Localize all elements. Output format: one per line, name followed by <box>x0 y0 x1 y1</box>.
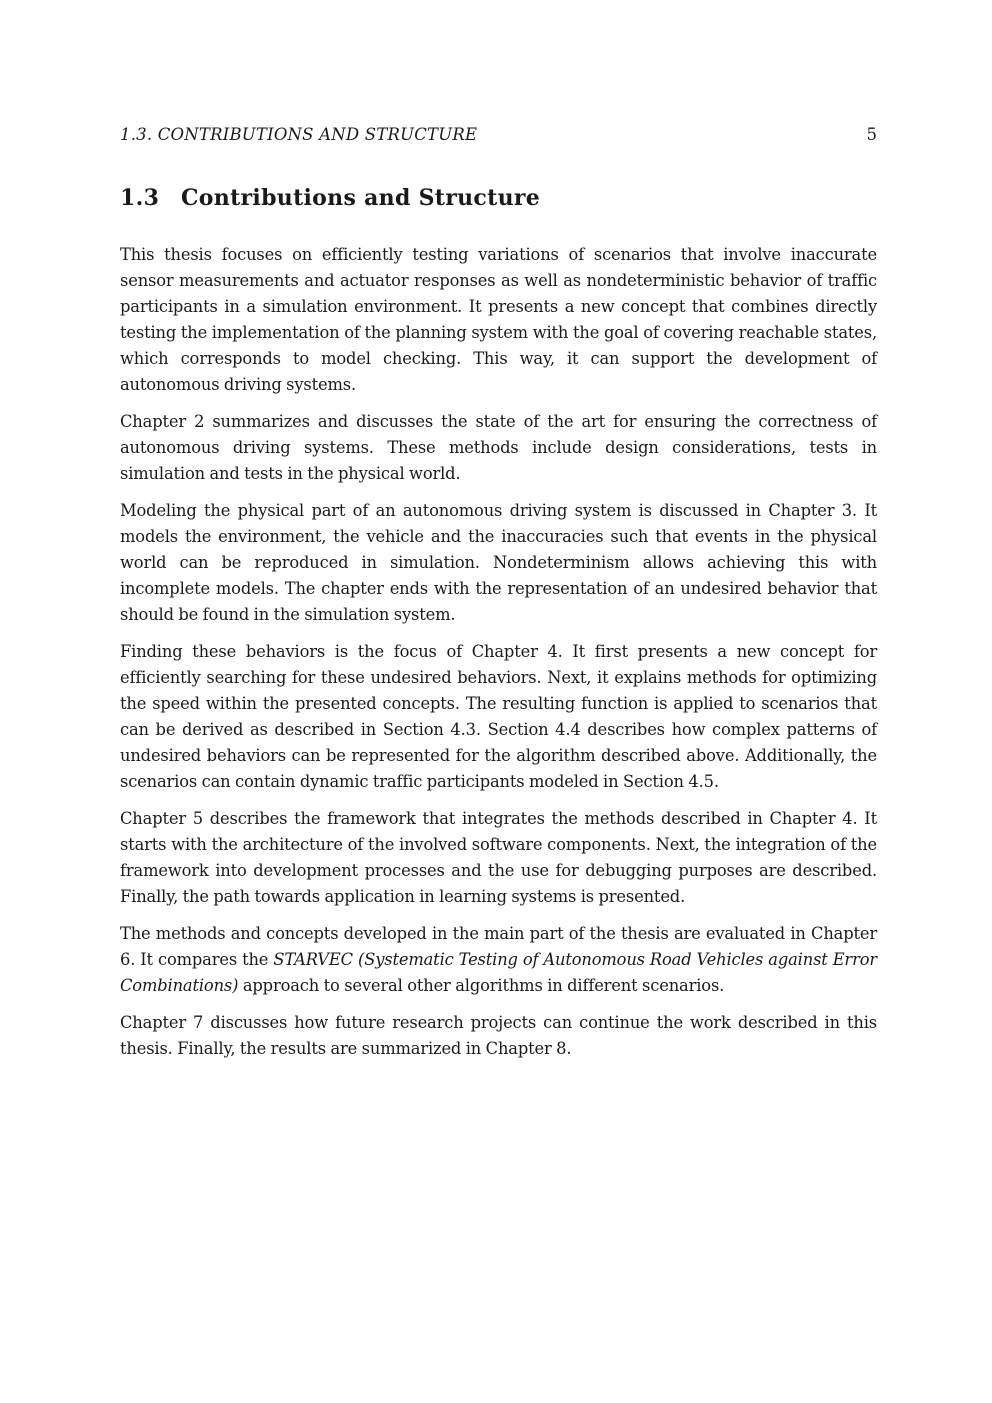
paragraph-chapter-5: Chapter 5 describes the framework that integrates the methods described in Chapter 4. It starts with the architecture of the involved software components. Next, the integration of the framework into development processes and the use for debugging purposes are described. Finally, the path towards application in learning systems is presented. <box>120 809 877 906</box>
section-title: Contributions and Structure <box>181 185 541 211</box>
paragraph-intro: This thesis focuses on efficiently testing variations of scenarios that involve inaccurate sensor measurements and actuator responses as well as nondeterministic behavior of traffic participants in a simulation environment. It presents a new concept that combines directly testing the implementation of the planning system with the goal of covering reachable states, which corresponds to model checking. This way, it can support the development of autonomous driving systems. <box>120 245 877 394</box>
running-head-title: 1.3. CONTRIBUTIONS AND STRUCTURE <box>120 125 478 144</box>
paragraph-chapter-6-before: The methods and concepts developed in the main part of the thesis are evaluated in Chapter 6. It compares the <box>120 924 877 969</box>
paragraph-chapter-3: Modeling the physical part of an autonomous driving system is discussed in Chapter 3. It models the environment, the vehicle and the inaccuracies such that events in the physical world can be reproduced in simulation. Nondeterminism allows achieving this with incomplete models. The chapter ends with the representation of an undesired behavior that should be found in the simulation system. <box>120 501 877 624</box>
paragraph-chapter-4: Finding these behaviors is the focus of Chapter 4. It first presents a new concept for efficiently searching for these undesired behaviors. Next, it explains methods for optimizing the speed within the presented concepts. The resulting function is applied to scenarios that can be derived as described in Section 4.3. Section 4.4 describes how complex patterns of undesired behaviors can be represented for the algorithm described above. Additionally, the scenarios can contain dynamic traffic participants modeled in Section 4.5. <box>120 642 877 791</box>
paragraph-chapter-7: Chapter 7 discusses how future research projects can continue the work described in this thesis. Finally, the results are summarized in Chapter 8. <box>120 1013 877 1058</box>
page <box>120 0 877 1403</box>
body-text <box>120 242 877 1073</box>
paragraph-chapter-6-after: approach to several other algorithms in different scenarios. <box>238 976 725 995</box>
section-heading <box>120 183 540 213</box>
paragraph-chapter-2: Chapter 2 summarizes and discusses the state of the art for ensuring the correctness of autonomous driving systems. These methods include design considerations, tests in simulation and tests in the physical world. <box>120 412 877 483</box>
paragraph-chapter-6 <box>120 921 877 999</box>
running-head <box>120 123 877 147</box>
page-number: 5 <box>866 125 877 144</box>
section-number: 1.3 <box>120 185 160 211</box>
starvec-emphasis: STARVEC (Systematic Testing of Autonomous Road Vehicles against Error Combinations) <box>120 950 877 995</box>
